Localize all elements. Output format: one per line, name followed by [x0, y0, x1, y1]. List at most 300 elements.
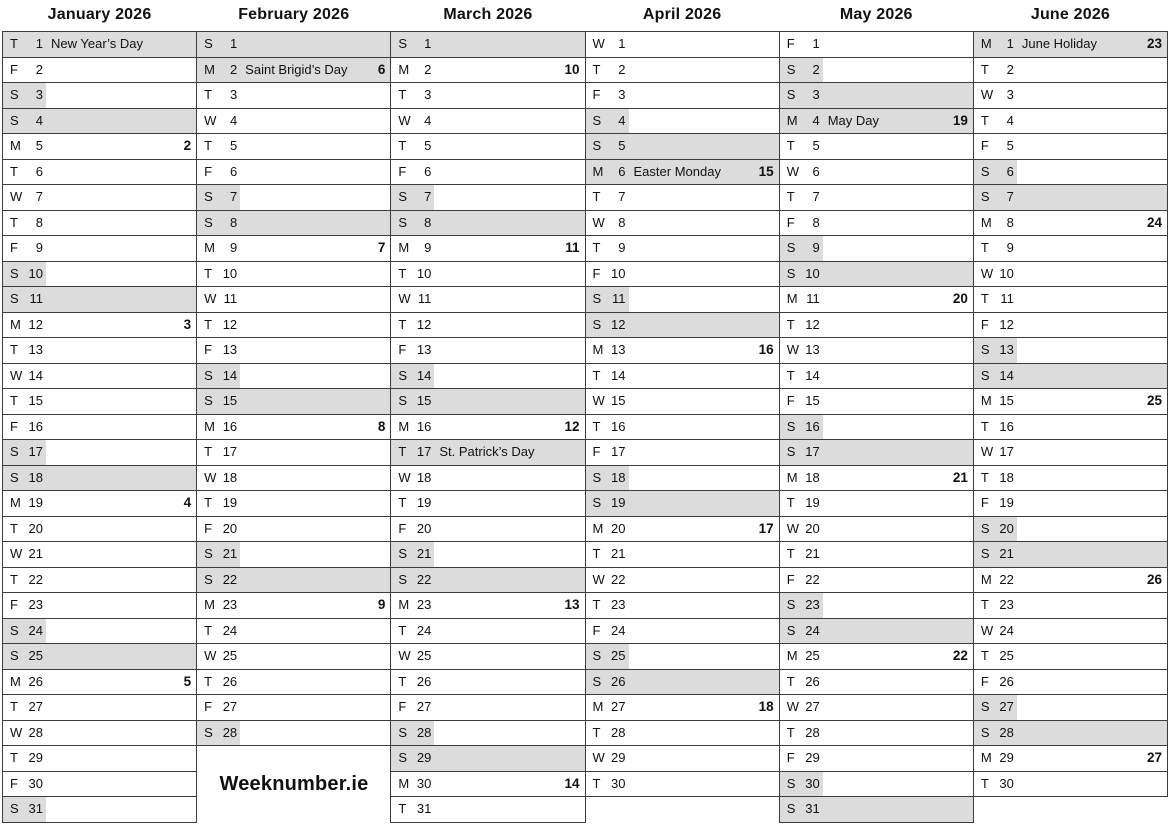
day-number: 12 — [805, 316, 820, 332]
holiday-label: New Year’s Day — [51, 36, 144, 52]
day-of-week-letter: W — [980, 265, 994, 281]
week-number: 25 — [1147, 393, 1163, 409]
day-of-week-letter: T — [592, 240, 601, 256]
day-of-week-letter: T — [204, 265, 213, 281]
day-of-week-letter: W — [980, 87, 994, 103]
day-row — [779, 82, 974, 109]
day-row — [585, 490, 780, 517]
day-row — [973, 108, 1168, 135]
day-of-week-letter: M — [204, 61, 216, 77]
day-number: 22 — [611, 571, 626, 587]
day-of-week-letter: S — [10, 648, 19, 664]
day-of-week-letter: S — [204, 546, 213, 562]
day-row — [196, 312, 391, 339]
day-of-week-letter: T — [786, 673, 795, 689]
day-row — [390, 57, 585, 84]
day-row — [196, 669, 391, 696]
day-row — [196, 567, 391, 594]
month-day-rows — [2, 31, 197, 823]
day-of-week-letter: T — [10, 699, 18, 715]
day-row — [973, 388, 1168, 415]
day-row — [196, 184, 391, 211]
day-number: 26 — [222, 673, 238, 689]
day-of-week-letter: T — [980, 61, 989, 77]
day-of-week-letter: W — [204, 112, 217, 128]
day-row — [779, 592, 974, 619]
day-row — [973, 235, 1168, 262]
day-row — [2, 414, 197, 441]
day-number: 3 — [35, 87, 43, 103]
day-row — [779, 490, 974, 517]
day-of-week-letter: M — [786, 648, 798, 664]
week-number: 13 — [564, 597, 580, 613]
day-row — [779, 286, 974, 313]
day-of-week-letter: W — [592, 750, 605, 766]
day-of-week-letter: T — [592, 189, 601, 205]
day-row — [779, 439, 974, 466]
day-of-week-letter: T — [398, 87, 407, 103]
day-number: 24 — [416, 622, 432, 638]
day-number: 7 — [424, 189, 432, 205]
day-number: 25 — [28, 648, 43, 664]
day-of-week-letter: F — [398, 163, 407, 179]
day-number: 7 — [618, 189, 626, 205]
day-of-week-letter: T — [398, 801, 407, 817]
day-row — [196, 159, 391, 186]
day-of-week-letter: F — [786, 214, 795, 230]
day-number: 16 — [805, 418, 820, 434]
day-number: 1 — [229, 36, 238, 52]
day-number: 27 — [611, 699, 626, 715]
day-of-week-letter: T — [592, 418, 601, 434]
day-number: 12 — [416, 316, 432, 332]
day-of-week-letter: W — [204, 469, 217, 485]
day-row — [973, 694, 1168, 721]
day-number: 16 — [222, 418, 238, 434]
day-row — [779, 669, 974, 696]
day-of-week-letter: M — [10, 138, 21, 154]
day-of-week-letter: F — [398, 342, 407, 358]
day-number: 3 — [618, 87, 626, 103]
day-number: 10 — [999, 265, 1014, 281]
day-number: 2 — [424, 61, 432, 77]
day-number: 25 — [999, 648, 1014, 664]
day-number: 29 — [416, 750, 432, 766]
day-of-week-letter: M — [398, 775, 410, 791]
day-of-week-letter: M — [786, 112, 798, 128]
day-number: 19 — [611, 495, 626, 511]
day-number: 14 — [805, 367, 820, 383]
day-of-week-letter: S — [592, 673, 602, 689]
day-of-week-letter: T — [980, 418, 989, 434]
month-column — [2, 0, 197, 823]
day-of-week-letter: M — [204, 240, 216, 256]
day-number: 30 — [805, 775, 820, 791]
day-row — [390, 363, 585, 390]
day-row — [973, 57, 1168, 84]
day-number: 25 — [805, 648, 820, 664]
day-row — [390, 796, 585, 823]
day-row — [2, 108, 197, 135]
day-number: 3 — [424, 87, 432, 103]
day-of-week-letter: T — [980, 597, 989, 613]
day-number: 24 — [805, 622, 820, 638]
day-of-week-letter: W — [592, 571, 605, 587]
week-number: 17 — [758, 520, 774, 536]
day-row — [779, 720, 974, 747]
day-row — [973, 745, 1168, 772]
day-of-week-letter: F — [204, 342, 213, 358]
day-of-week-letter: T — [786, 316, 795, 332]
day-number: 6 — [35, 163, 43, 179]
week-number: 20 — [952, 291, 968, 307]
day-of-week-letter: T — [980, 469, 989, 485]
day-row — [2, 439, 197, 466]
day-number: 7 — [1006, 189, 1014, 205]
day-of-week-letter: T — [10, 571, 18, 587]
day-number: 21 — [28, 546, 43, 562]
day-number: 14 — [222, 367, 238, 383]
week-number: 15 — [758, 163, 774, 179]
day-number: 23 — [805, 597, 820, 613]
day-of-week-letter: T — [980, 648, 989, 664]
day-number: 20 — [416, 520, 432, 536]
day-number: 14 — [28, 367, 43, 383]
month-title: January 2026 — [47, 6, 152, 23]
day-of-week-letter: F — [10, 775, 18, 791]
day-row — [390, 261, 585, 288]
day-of-week-letter: F — [204, 520, 213, 536]
week-number: 10 — [564, 61, 580, 77]
day-number: 15 — [416, 393, 432, 409]
day-of-week-letter: T — [398, 265, 407, 281]
day-number: 11 — [417, 291, 432, 307]
day-number: 24 — [999, 622, 1014, 638]
day-number: 8 — [1006, 214, 1014, 230]
day-number: 4 — [618, 112, 626, 128]
day-number: 21 — [999, 546, 1014, 562]
day-number: 17 — [222, 444, 238, 460]
day-of-week-letter: T — [10, 750, 18, 766]
day-of-week-letter: S — [980, 546, 990, 562]
day-row — [779, 414, 974, 441]
day-row — [779, 210, 974, 237]
day-of-week-letter: S — [980, 367, 990, 383]
day-of-week-letter: S — [204, 393, 213, 409]
day-number: 24 — [28, 622, 43, 638]
day-of-week-letter: T — [592, 367, 601, 383]
day-of-week-letter: S — [204, 724, 213, 740]
day-row — [196, 363, 391, 390]
day-number: 31 — [805, 801, 820, 817]
day-number: 9 — [618, 240, 626, 256]
day-of-week-letter: S — [10, 265, 19, 281]
day-of-week-letter: S — [786, 622, 796, 638]
day-row — [973, 414, 1168, 441]
day-of-week-letter: M — [398, 597, 410, 613]
day-row — [390, 516, 585, 543]
day-row — [779, 108, 974, 135]
day-row — [196, 439, 391, 466]
day-of-week-letter: S — [10, 801, 19, 817]
day-row — [390, 541, 585, 568]
day-of-week-letter: S — [398, 36, 408, 52]
day-row — [390, 490, 585, 517]
day-of-week-letter: W — [398, 648, 411, 664]
day-row — [2, 312, 197, 339]
day-row — [585, 694, 780, 721]
week-number: 2 — [183, 138, 192, 154]
holiday-label: Easter Monday — [633, 163, 721, 179]
day-of-week-letter: T — [204, 495, 213, 511]
day-row — [973, 337, 1168, 364]
day-of-week-letter: F — [398, 699, 407, 715]
day-number: 9 — [812, 240, 820, 256]
day-row — [585, 235, 780, 262]
day-of-week-letter: S — [398, 367, 408, 383]
day-row — [973, 643, 1168, 670]
day-number: 11 — [806, 291, 820, 307]
day-number: 9 — [1006, 240, 1014, 256]
week-number: 27 — [1147, 750, 1163, 766]
day-row — [2, 210, 197, 237]
day-number: 6 — [618, 163, 626, 179]
day-number: 25 — [416, 648, 432, 664]
day-number: 12 — [611, 316, 626, 332]
day-of-week-letter: S — [786, 775, 796, 791]
day-number: 1 — [812, 36, 820, 52]
day-row — [779, 235, 974, 262]
day-of-week-letter: S — [786, 240, 796, 256]
day-row — [2, 618, 197, 645]
week-number: 14 — [564, 775, 580, 791]
day-number: 8 — [812, 214, 820, 230]
months-grid — [2, 0, 1168, 823]
day-of-week-letter: S — [592, 316, 602, 332]
day-number: 8 — [229, 214, 238, 230]
day-of-week-letter: T — [398, 316, 407, 332]
day-number: 11 — [612, 291, 626, 307]
day-number: 9 — [424, 240, 432, 256]
day-of-week-letter: W — [204, 648, 217, 664]
day-row — [390, 414, 585, 441]
day-number: 25 — [611, 648, 626, 664]
day-of-week-letter: T — [980, 240, 989, 256]
day-number: 22 — [805, 571, 820, 587]
day-of-week-letter: S — [204, 36, 213, 52]
day-row — [2, 541, 197, 568]
day-of-week-letter: S — [204, 367, 213, 383]
day-of-week-letter: S — [786, 418, 796, 434]
day-number: 30 — [28, 775, 43, 791]
day-row — [390, 108, 585, 135]
day-row — [973, 490, 1168, 517]
day-of-week-letter: S — [398, 393, 408, 409]
day-of-week-letter: S — [10, 469, 19, 485]
holiday-label: May Day — [827, 112, 879, 128]
day-row — [2, 643, 197, 670]
day-row — [585, 57, 780, 84]
day-row — [973, 31, 1168, 58]
day-row — [585, 133, 780, 160]
day-row — [390, 771, 585, 798]
day-row — [973, 261, 1168, 288]
day-number: 14 — [999, 367, 1014, 383]
day-row — [973, 439, 1168, 466]
day-row — [585, 414, 780, 441]
day-of-week-letter: S — [980, 163, 990, 179]
day-number: 29 — [28, 750, 43, 766]
day-of-week-letter: F — [10, 597, 18, 613]
day-of-week-letter: F — [592, 265, 601, 281]
day-number: 27 — [222, 699, 238, 715]
day-of-week-letter: M — [204, 597, 216, 613]
day-number: 3 — [812, 87, 820, 103]
day-of-week-letter: T — [10, 520, 18, 536]
day-of-week-letter: M — [398, 418, 410, 434]
day-row — [585, 184, 780, 211]
day-number: 20 — [805, 520, 820, 536]
day-number: 28 — [28, 724, 43, 740]
day-number: 28 — [999, 724, 1014, 740]
day-of-week-letter: T — [398, 673, 407, 689]
day-row — [2, 796, 197, 823]
day-number: 18 — [805, 469, 820, 485]
day-number: 17 — [28, 444, 43, 460]
day-row — [196, 592, 391, 619]
day-row — [585, 516, 780, 543]
day-number: 23 — [28, 597, 43, 613]
day-row — [390, 465, 585, 492]
day-row — [779, 312, 974, 339]
day-number: 5 — [424, 138, 432, 154]
day-row — [196, 618, 391, 645]
day-number: 18 — [999, 469, 1014, 485]
week-number: 3 — [183, 316, 192, 332]
day-number: 12 — [999, 316, 1014, 332]
day-number: 10 — [416, 265, 432, 281]
day-row — [196, 694, 391, 721]
month-column — [973, 0, 1168, 823]
day-row — [779, 388, 974, 415]
day-number: 4 — [424, 112, 432, 128]
day-row — [585, 82, 780, 109]
day-number: 26 — [805, 673, 820, 689]
day-of-week-letter: S — [786, 597, 796, 613]
day-number: 16 — [28, 418, 43, 434]
day-of-week-letter: T — [786, 138, 795, 154]
day-number: 10 — [805, 265, 820, 281]
day-number: 26 — [999, 673, 1014, 689]
day-number: 29 — [611, 750, 626, 766]
week-number: 19 — [952, 112, 968, 128]
day-number: 30 — [416, 775, 432, 791]
day-number: 27 — [416, 699, 432, 715]
day-row — [390, 592, 585, 619]
day-row — [779, 159, 974, 186]
day-number: 3 — [1006, 87, 1014, 103]
day-number: 13 — [805, 342, 820, 358]
day-number: 16 — [999, 418, 1014, 434]
day-row — [196, 720, 391, 747]
day-of-week-letter: F — [786, 571, 795, 587]
day-number: 6 — [229, 163, 238, 179]
day-row — [585, 439, 780, 466]
day-number: 13 — [28, 342, 43, 358]
day-of-week-letter: M — [592, 342, 604, 358]
day-row — [779, 618, 974, 645]
day-of-week-letter: T — [10, 36, 18, 52]
day-number: 21 — [611, 546, 626, 562]
day-of-week-letter: S — [592, 495, 602, 511]
day-number: 5 — [229, 138, 238, 154]
day-number: 13 — [416, 342, 432, 358]
day-number: 23 — [222, 597, 238, 613]
day-row — [390, 745, 585, 772]
day-of-week-letter: F — [398, 520, 407, 536]
day-number: 19 — [416, 495, 432, 511]
day-row — [779, 516, 974, 543]
day-of-week-letter: F — [786, 36, 795, 52]
day-number: 26 — [416, 673, 432, 689]
day-number: 13 — [222, 342, 238, 358]
week-number: 8 — [377, 418, 386, 434]
day-row — [390, 618, 585, 645]
day-of-week-letter: S — [592, 469, 602, 485]
day-of-week-letter: S — [786, 87, 796, 103]
day-row — [973, 210, 1168, 237]
day-row — [585, 618, 780, 645]
day-row — [196, 31, 391, 58]
day-row — [390, 133, 585, 160]
day-of-week-letter: T — [786, 546, 795, 562]
day-row — [2, 388, 197, 415]
day-row — [196, 516, 391, 543]
day-of-week-letter: F — [786, 393, 795, 409]
day-of-week-letter: F — [204, 699, 213, 715]
day-row — [196, 57, 391, 84]
day-of-week-letter: S — [398, 724, 408, 740]
day-of-week-letter: M — [398, 240, 410, 256]
month-title: June 2026 — [1030, 6, 1111, 23]
day-number: 20 — [222, 520, 238, 536]
day-number: 2 — [1006, 61, 1014, 77]
month-day-rows — [779, 31, 974, 823]
day-number: 4 — [229, 112, 238, 128]
day-row — [2, 720, 197, 747]
day-row — [585, 465, 780, 492]
day-of-week-letter: M — [980, 571, 992, 587]
month-title: April 2026 — [642, 6, 722, 23]
day-of-week-letter: S — [398, 189, 408, 205]
month-column — [779, 0, 974, 823]
day-of-week-letter: T — [204, 444, 213, 460]
day-number: 16 — [416, 418, 432, 434]
day-number: 4 — [812, 112, 820, 128]
month-column — [196, 0, 391, 823]
day-of-week-letter: W — [10, 546, 23, 562]
day-number: 3 — [229, 87, 238, 103]
month-title: May 2026 — [839, 6, 913, 23]
day-row — [390, 312, 585, 339]
day-of-week-letter: M — [980, 214, 992, 230]
day-number: 19 — [805, 495, 820, 511]
day-of-week-letter: M — [592, 699, 604, 715]
day-of-week-letter: W — [398, 291, 411, 307]
day-number: 10 — [611, 265, 626, 281]
day-of-week-letter: F — [786, 750, 795, 766]
day-of-week-letter: M — [980, 393, 992, 409]
